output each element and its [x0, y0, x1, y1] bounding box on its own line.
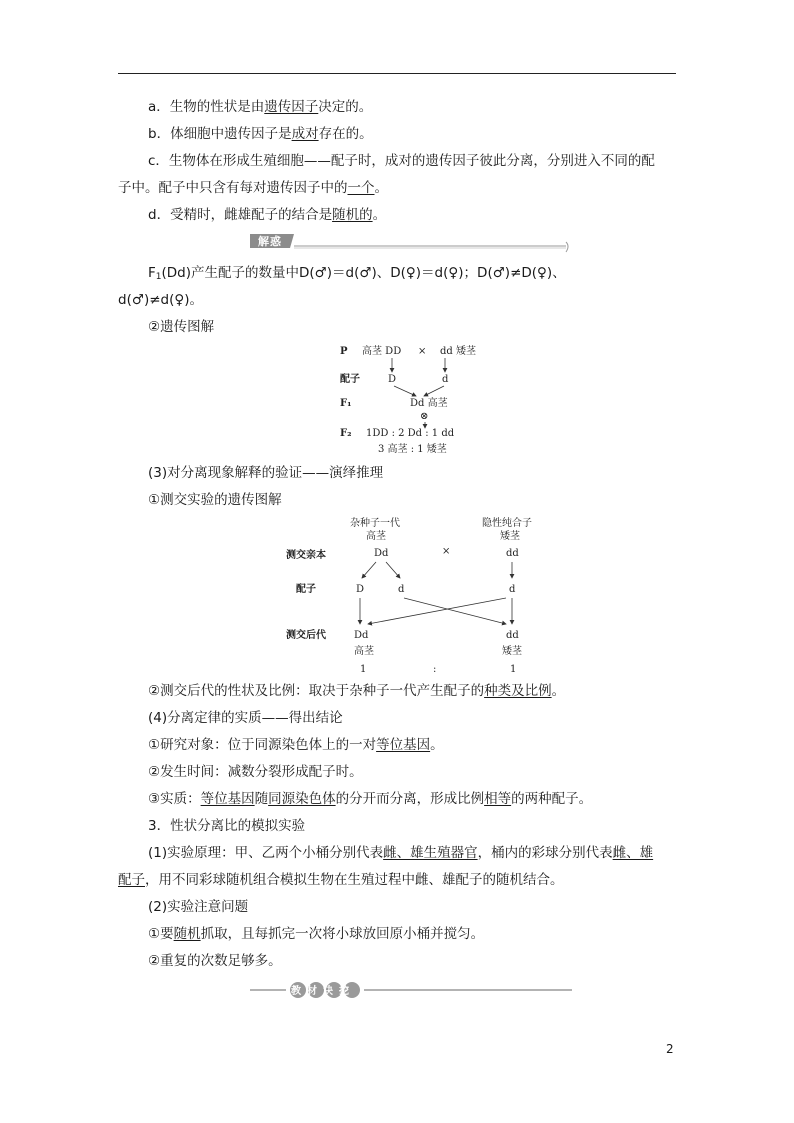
statement-c-text: 子中。配子中只含有每对遗传因子中的: [118, 180, 348, 196]
tc-top-right-line1: 隐性纯合子: [482, 518, 532, 529]
statement-b: [148, 125, 373, 143]
p-parent-short: dd 矮茎: [440, 346, 476, 357]
tc-offspring-short: 矮茎: [502, 646, 522, 657]
testcross-ratio-underline: 种类及比例: [484, 683, 552, 699]
section-4-heading: (4)分离定律的实质——得出结论: [148, 710, 343, 726]
statement-c-line2: [118, 179, 388, 197]
tc-ratio-right: 1: [510, 664, 517, 675]
testcross-ratio-text: ②测交后代的性状及比例：取决于杂种子一代产生配子的: [148, 683, 485, 699]
statement-b-underline: 成对: [291, 126, 319, 142]
principle-underline-sexes: 雌、雄: [612, 845, 654, 861]
f1-label: F₁: [340, 398, 352, 409]
essence-end: 的两种配子。: [511, 791, 593, 807]
section-3-1-heading: ①测交实验的遗传图解: [148, 492, 282, 508]
f1-subscript: 1: [155, 272, 162, 282]
testcross-diagram: [280, 514, 550, 676]
header-rule: [118, 73, 676, 74]
f2-genotype-ratio: 1DD : 2 Dd : 1 dd: [366, 428, 455, 439]
selfing-symbol: ⊗: [420, 411, 429, 422]
statement-a-text: a．生物的性状是由: [148, 99, 265, 115]
statement-b-text: b．体细胞中遗传因子是: [148, 126, 292, 142]
research-object-end: 。: [430, 737, 444, 753]
f2-phenotype-ratio: 3 高茎 : 1 矮茎: [378, 444, 447, 455]
tc-ratio-left: 1: [360, 664, 367, 675]
p-parent-tall: 高茎 DD: [362, 346, 402, 357]
f1-symbol: F: [148, 265, 156, 281]
essence-mid1: 随: [254, 791, 269, 807]
banner-label-textbook: 教材诀挖: [291, 986, 355, 997]
section-genetic-diagram: ②遗传图解: [148, 319, 215, 335]
research-object-underline: 等位基因: [376, 737, 431, 753]
tc-row1-label: 测交亲本: [286, 550, 326, 561]
principle-underline-organs: 雌、雄生殖器官: [383, 845, 478, 861]
statement-d-text: d．受精时，雌雄配子的结合是: [148, 207, 333, 223]
note-1-prefix: ①要: [148, 926, 174, 942]
tc-parent-dd-recessive: dd: [506, 548, 519, 559]
principle-text1: (1)实验原理：甲、乙两个小桶分别代表: [148, 845, 384, 861]
essence-prefix: ③实质：: [148, 791, 201, 807]
tc-arrow-cross-to-dd: [404, 598, 506, 624]
genetic-diagram-1: [330, 340, 490, 458]
tc-offspring-dd: dd: [506, 630, 519, 641]
principle-line2: [118, 871, 564, 889]
tc-top-left-line1: 杂种子一代: [350, 518, 400, 529]
tc-cross-symbol: ×: [442, 546, 451, 557]
note-1: [148, 925, 484, 943]
statement-a-underline: 遗传因子: [264, 99, 319, 115]
statement-c-underline: 一个: [347, 180, 375, 196]
essence-line: [148, 790, 592, 808]
statement-d: [148, 206, 386, 224]
testcross-ratio-line: [148, 682, 565, 700]
note-1-underline: 随机: [173, 926, 201, 942]
tc-gamete-d-2: d: [509, 584, 516, 595]
explanation-banner: [250, 232, 572, 254]
statement-b-end: 存在的。: [318, 126, 373, 142]
tc-row2-label: 配子: [296, 584, 316, 595]
gamete-d-upper: D: [388, 374, 397, 385]
tc-arrow-cross-to-Dd: [368, 598, 506, 624]
essence-underline-equal: 相等: [484, 791, 512, 807]
statement-c-end: 。: [374, 180, 388, 196]
gamete-d-lower: d: [442, 374, 449, 385]
f1-gamete-line1: [148, 264, 566, 286]
p-cross-symbol: ×: [418, 346, 427, 357]
page-number: 2: [666, 1042, 674, 1056]
statement-d-underline: 随机的: [332, 207, 373, 223]
essence-underline-homolog: 同源染色体: [268, 791, 336, 807]
tc-offspring-tall: 高茎: [354, 646, 374, 657]
research-object-text: ①研究对象：位于同源染色体上的一对: [148, 737, 377, 753]
section-3-heading: (3)对分离现象解释的验证——演绎推理: [148, 465, 384, 481]
tc-ratio-colon: :: [433, 664, 437, 675]
tc-top-right-line2: 矮茎: [500, 531, 520, 542]
tc-parent-dd-hetero: Dd: [374, 548, 389, 559]
note-1-text: 抓取，且每抓完一次将小球放回原小桶并搅匀。: [200, 926, 485, 942]
occurrence-time-line: ②发生时间：减数分裂形成配子时。: [148, 764, 363, 780]
f1-gamete-text: (Dd)产生配子的数量中D(♂)＝d(♂)、D(♀)＝d(♀)；D(♂)≠D(♀)、: [161, 265, 566, 281]
arrow-gamete-to-f1-right: [424, 386, 444, 396]
principle-text2: ，用不同彩球随机组合模拟生物在生殖过程中雌、雄配子的随机结合。: [145, 872, 564, 888]
f1-value: Dd 高茎: [410, 398, 448, 409]
testcross-ratio-end: 。: [551, 683, 566, 699]
essence-underline-allele: 等位基因: [200, 791, 255, 807]
f1-gamete-line2: d(♂)≠d(♀)。: [118, 292, 204, 308]
tc-offspring-Dd: Dd: [354, 630, 369, 641]
arrow-gamete-to-f1-left: [394, 386, 416, 396]
note-2: ②重复的次数足够多。: [148, 953, 282, 969]
principle-underline-gametes: 配子: [118, 872, 145, 888]
tc-gamete-d-1: d: [398, 584, 405, 595]
simulation-heading: 3．性状分离比的模拟实验: [148, 818, 306, 834]
statement-c-line1: c．生物体在形成生殖细胞——配子时，成对的遗传因子彼此分离，分别进入不同的配: [148, 153, 655, 169]
f2-label: F₂: [340, 428, 352, 439]
tc-top-left-line2: 高茎: [366, 531, 386, 542]
tc-arrow-to-gamete-d-big: [362, 562, 376, 578]
p-label: P: [340, 346, 348, 357]
statement-d-end: 。: [372, 207, 387, 223]
principle-mid: ，桶内的彩球分别代表: [477, 845, 613, 861]
statement-a: [148, 98, 372, 116]
tc-gamete-D: D: [356, 584, 365, 595]
research-object-line: [148, 736, 444, 754]
banner-ribbon-graphic: [250, 232, 572, 254]
principle-line1: [148, 844, 653, 862]
tc-arrow-to-gamete-d-small: [386, 562, 400, 578]
banner-label-explanation: 解惑: [258, 235, 282, 248]
notes-heading: (2)实验注意问题: [148, 899, 249, 915]
tc-row3-label: 测交后代: [286, 630, 326, 641]
gamete-label: 配子: [340, 374, 360, 385]
textbook-banner: [250, 980, 572, 1000]
essence-mid2: 的分开而分离，形成比例: [335, 791, 485, 807]
statement-a-end: 决定的。: [318, 99, 373, 115]
